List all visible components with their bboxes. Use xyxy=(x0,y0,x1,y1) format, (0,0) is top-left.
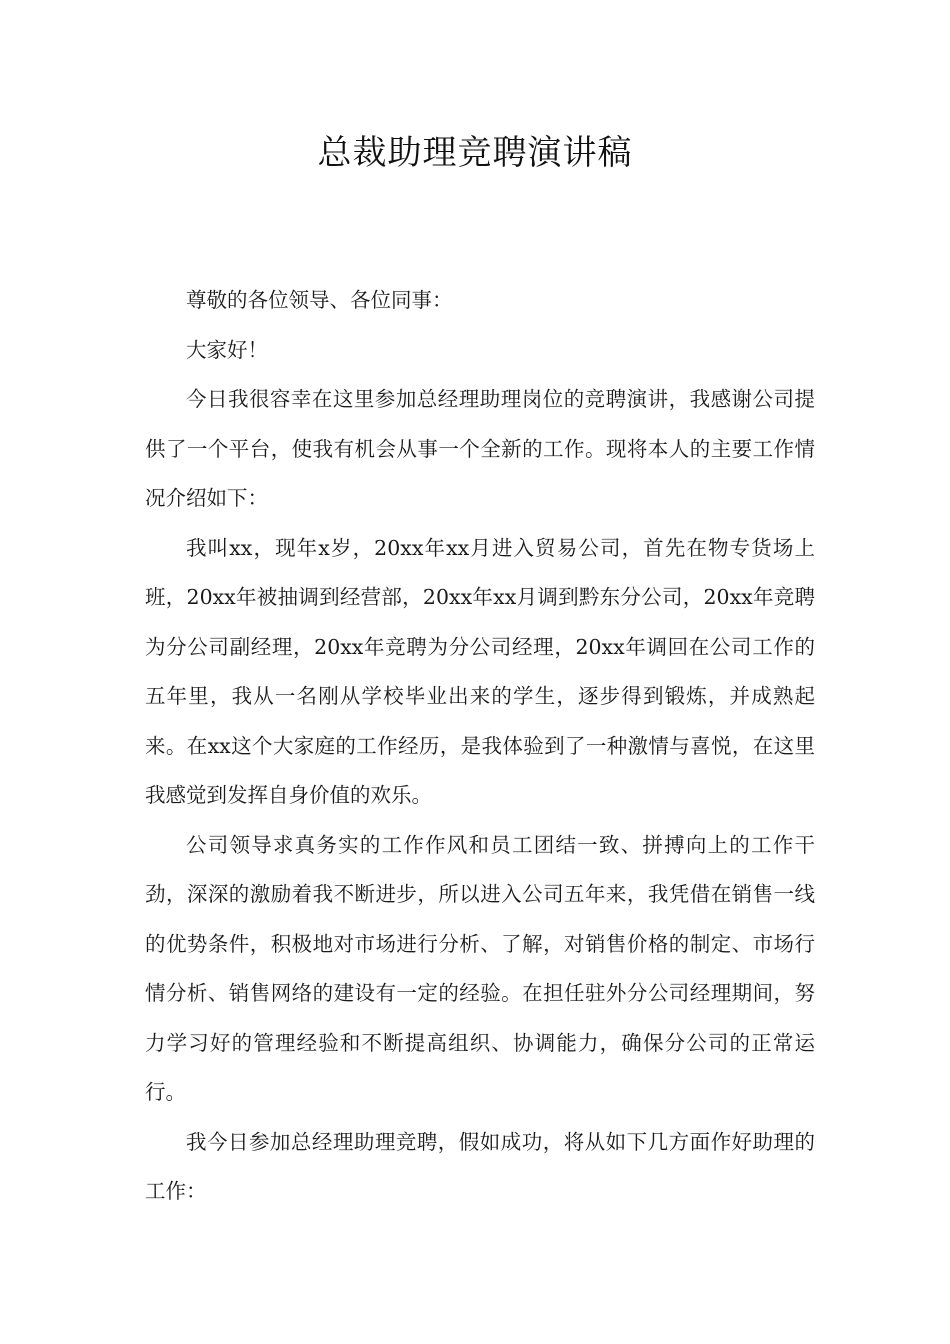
paragraph-plan: 我今日参加总经理助理竞聘，假如成功，将从如下几方面作好助理的工作： xyxy=(145,1129,815,1203)
paragraph-experience: 公司领导求真务实的工作作风和员工团结一致、拼搏向上的工作干劲，深深的激励着我不断进步，所以进入公司五年来，我凭借在销售一线的优势条件，积极地对市场进行分析、了解，对销售价格的制定、市场行情分析、销售网络的建设有一定的经验。在担任驻外分公司经理期间，努力学习好的管理经验和不断提高组织、协调能力，确保分公司的正常运行。 xyxy=(145,832,815,1104)
paragraph-intro: 今日我很容幸在这里参加总经理助理岗位的竞聘演讲，我感谢公司提供了一个平台，使我有机会从事一个全新的工作。现将本人的主要工作情况介绍如下： xyxy=(145,387,815,510)
document-title: 总裁助理竞聘演讲稿 xyxy=(317,133,633,173)
document-body xyxy=(145,276,815,1217)
greeting: 大家好！ xyxy=(186,337,268,362)
salutation: 尊敬的各位领导、各位同事： xyxy=(186,288,453,312)
paragraph-background: 我叫xx，现年x岁，20xx年xx月进入贸易公司，首先在物专货场上班，20xx年被抽调到经营部，20xx年xx月调到黔东分公司，20xx年竞聘为分公司副经理，20xx年竞聘为分公司经理，20xx年调回在公司工作的五年里，我从一名刚从学校毕业出来的学生，逐步得到锻炼，并成熟起来。在xx这个大家庭的工作经历，是我体验到了一种激情与喜悦，在这里我感觉到发挥自身价值的欢乐。 xyxy=(145,535,815,807)
